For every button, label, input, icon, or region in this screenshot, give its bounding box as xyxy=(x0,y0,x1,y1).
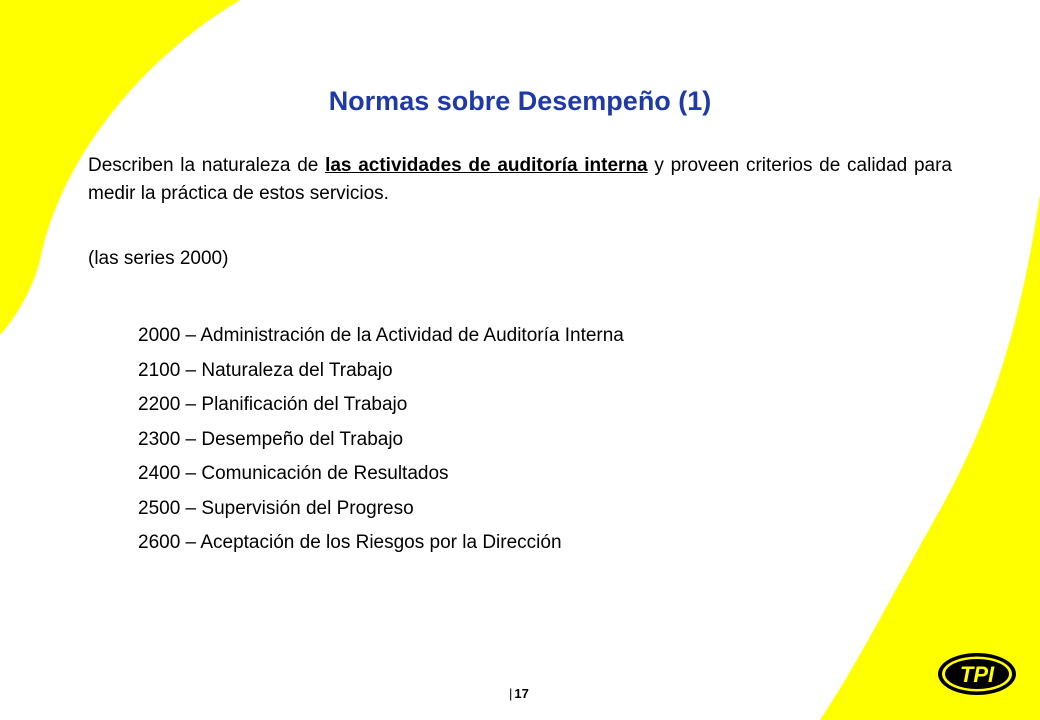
page-number-value: 17 xyxy=(514,686,529,701)
list-item: 2300 – Desempeño del Trabajo xyxy=(138,428,404,450)
list-item: 2500 – Supervisión del Progreso xyxy=(138,497,414,519)
list-item: 2600 – Aceptación de los Riesgos por la Dirección xyxy=(138,532,562,553)
logo-text: TPI xyxy=(959,662,995,687)
standards-list xyxy=(138,322,624,564)
series-note: (las series 2000) xyxy=(88,248,229,269)
intro-underlined-phrase: las actividades de auditoría interna xyxy=(325,155,648,176)
page-number: | 17 xyxy=(509,686,529,701)
intro-paragraph xyxy=(88,152,952,208)
list-item: 2400 – Comunicación de Resultados xyxy=(138,463,449,484)
list-item: 2200 – Planificación del Trabajo xyxy=(138,394,408,415)
intro-text-start: Describen la naturaleza de xyxy=(88,155,326,176)
list-item: 2100 – Naturaleza del Trabajo xyxy=(138,359,393,381)
tpi-logo xyxy=(936,651,1018,697)
intro-text-end: y proveen criterios de calidad para medir la práctica de estos servicios. xyxy=(88,155,952,204)
slide-title: Normas sobre Desempeño (1) xyxy=(328,86,712,116)
list-item: 2000 – Administración de la Actividad de Auditoría Interna xyxy=(138,325,624,346)
